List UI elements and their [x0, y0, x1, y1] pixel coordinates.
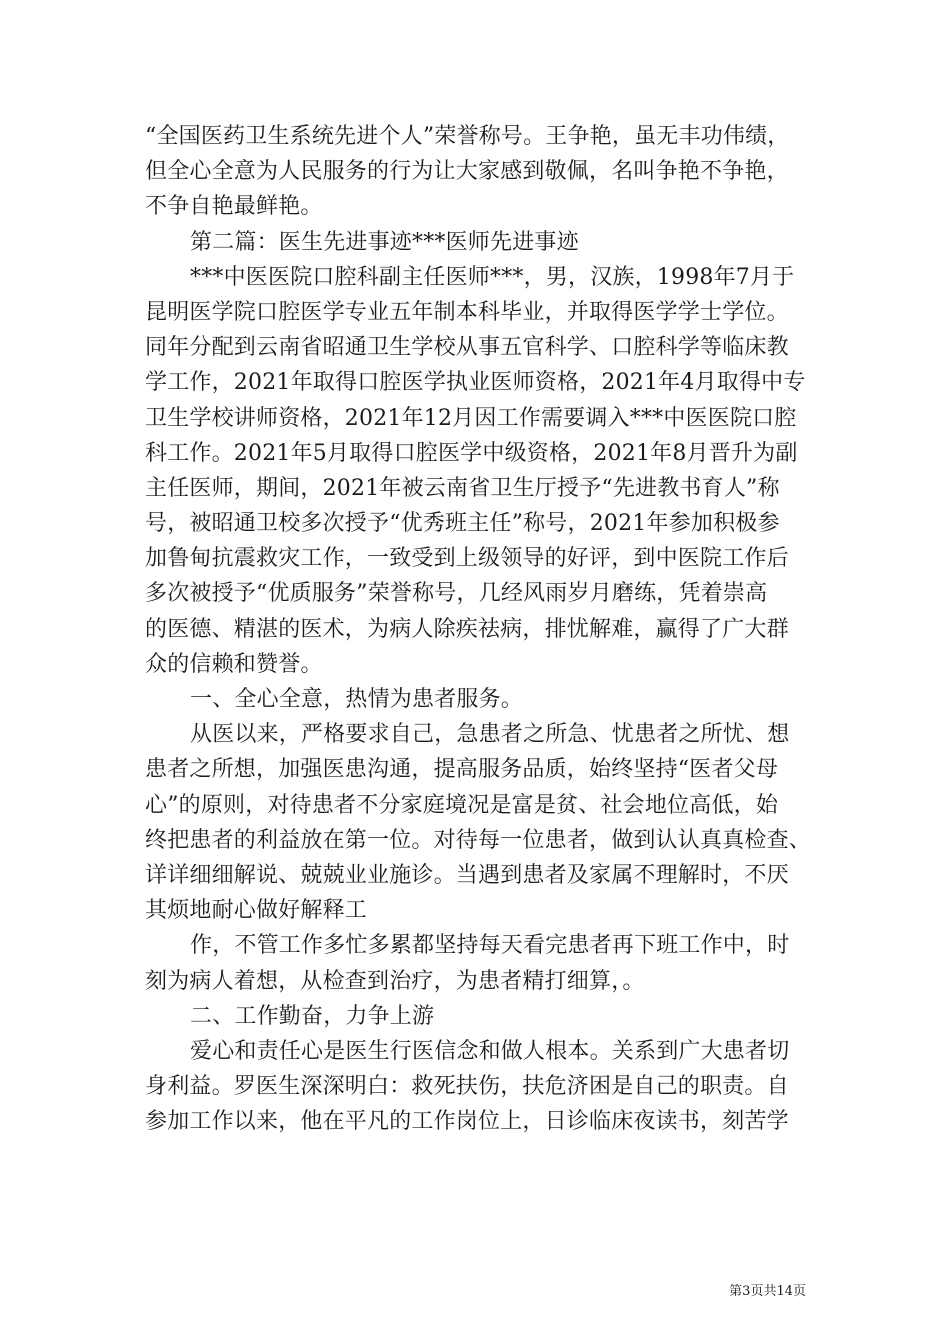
text-line: 学工作，2021年取得口腔医学执业医师资格，2021年4月取得中专: [145, 370, 806, 396]
text-line: 主任医师，期间，2021年被云南省卫生厅授予“先进教书育人”称: [145, 475, 780, 501]
text-line: 多次被授予“优质服务”荣誉称号，几经风雨岁月磨练，凭着崇高: [145, 581, 768, 607]
section-heading: 二、工作勤奋，力争上游: [190, 1003, 435, 1029]
text-line: 患者之所想，加强医患沟通，提高服务品质，始终坚持“医者父母: [145, 757, 779, 783]
text-line: 参加工作以来，他在平凡的工作岗位上，日诊临床夜读书，刻苦学: [145, 1109, 789, 1135]
text-line: 终把患者的利益放在第一位。对待每一位患者，做到认认真真检查、: [145, 827, 812, 853]
text-line: 但全心全意为人民服务的行为让大家感到敬佩，名叫争艳不争艳，: [145, 159, 789, 185]
body-text: [145, 119, 825, 1139]
text-line: 昆明医学院口腔医学专业五年制本科毕业，并取得医学学士学位。: [145, 299, 789, 325]
text-line: 的医德、精湛的医术，为病人除疾祛病，排忧解难，赢得了广大群: [145, 616, 789, 642]
text-line: 加鲁甸抗震救灾工作，一致受到上级领导的好评，到中医院工作后: [145, 546, 789, 572]
page-number: 第3页共14页: [729, 1284, 806, 1299]
text-line: 爱心和责任心是医生行医信念和做人根本。关系到广大患者切: [190, 1038, 790, 1064]
text-line: 同年分配到云南省昭通卫生学校从事五官科学、口腔科学等临床教: [145, 335, 789, 361]
text-line: “全国医药卫生系统先进个人”荣誉称号。王争艳，虽无丰功伟绩，: [145, 124, 790, 149]
section-heading: 第二篇：医生先进事迹***医师先进事迹: [190, 229, 579, 255]
text-line: 卫生学校讲师资格，2021年12月因工作需要调入***中医医院口腔: [145, 405, 797, 431]
text-line: 号，被昭通卫校多次授予“优秀班主任”称号，2021年参加积极参: [145, 511, 780, 537]
section-heading: 一、全心全意，热情为患者服务。: [190, 687, 524, 712]
text-line: 心”的原则，对待患者不分家庭境况是富是贫、社会地位高低，始: [145, 792, 779, 818]
text-line: 科工作。2021年5月取得口腔医学中级资格，2021年8月晋升为副: [145, 440, 798, 466]
text-line: 刻为病人着想，从检查到治疗，为患者精打细算，。: [145, 968, 645, 994]
text-line: 详详细细解说、兢兢业业施诊。当遇到患者及家属不理解时，不厌: [145, 862, 789, 888]
text-line: 从医以来，严格要求自己，急患者之所急、忧患者之所忧、想: [190, 722, 790, 748]
text-line: ***中医医院口腔科副主任医师***，男，汉族，1998年7月于: [190, 264, 795, 290]
text-line: 作，不管工作多忙多累都坚持每天看完患者再下班工作中，时: [190, 933, 790, 959]
text-line: 不争自艳最鲜艳。: [145, 194, 323, 220]
text-line: 其烦地耐心做好解释工: [145, 898, 368, 924]
text-line: 身利益。罗医生深深明白：救死扶伤，扶危济困是自己的职责。自: [145, 1074, 789, 1100]
text-line: 众的信赖和赞誉。: [145, 651, 323, 677]
